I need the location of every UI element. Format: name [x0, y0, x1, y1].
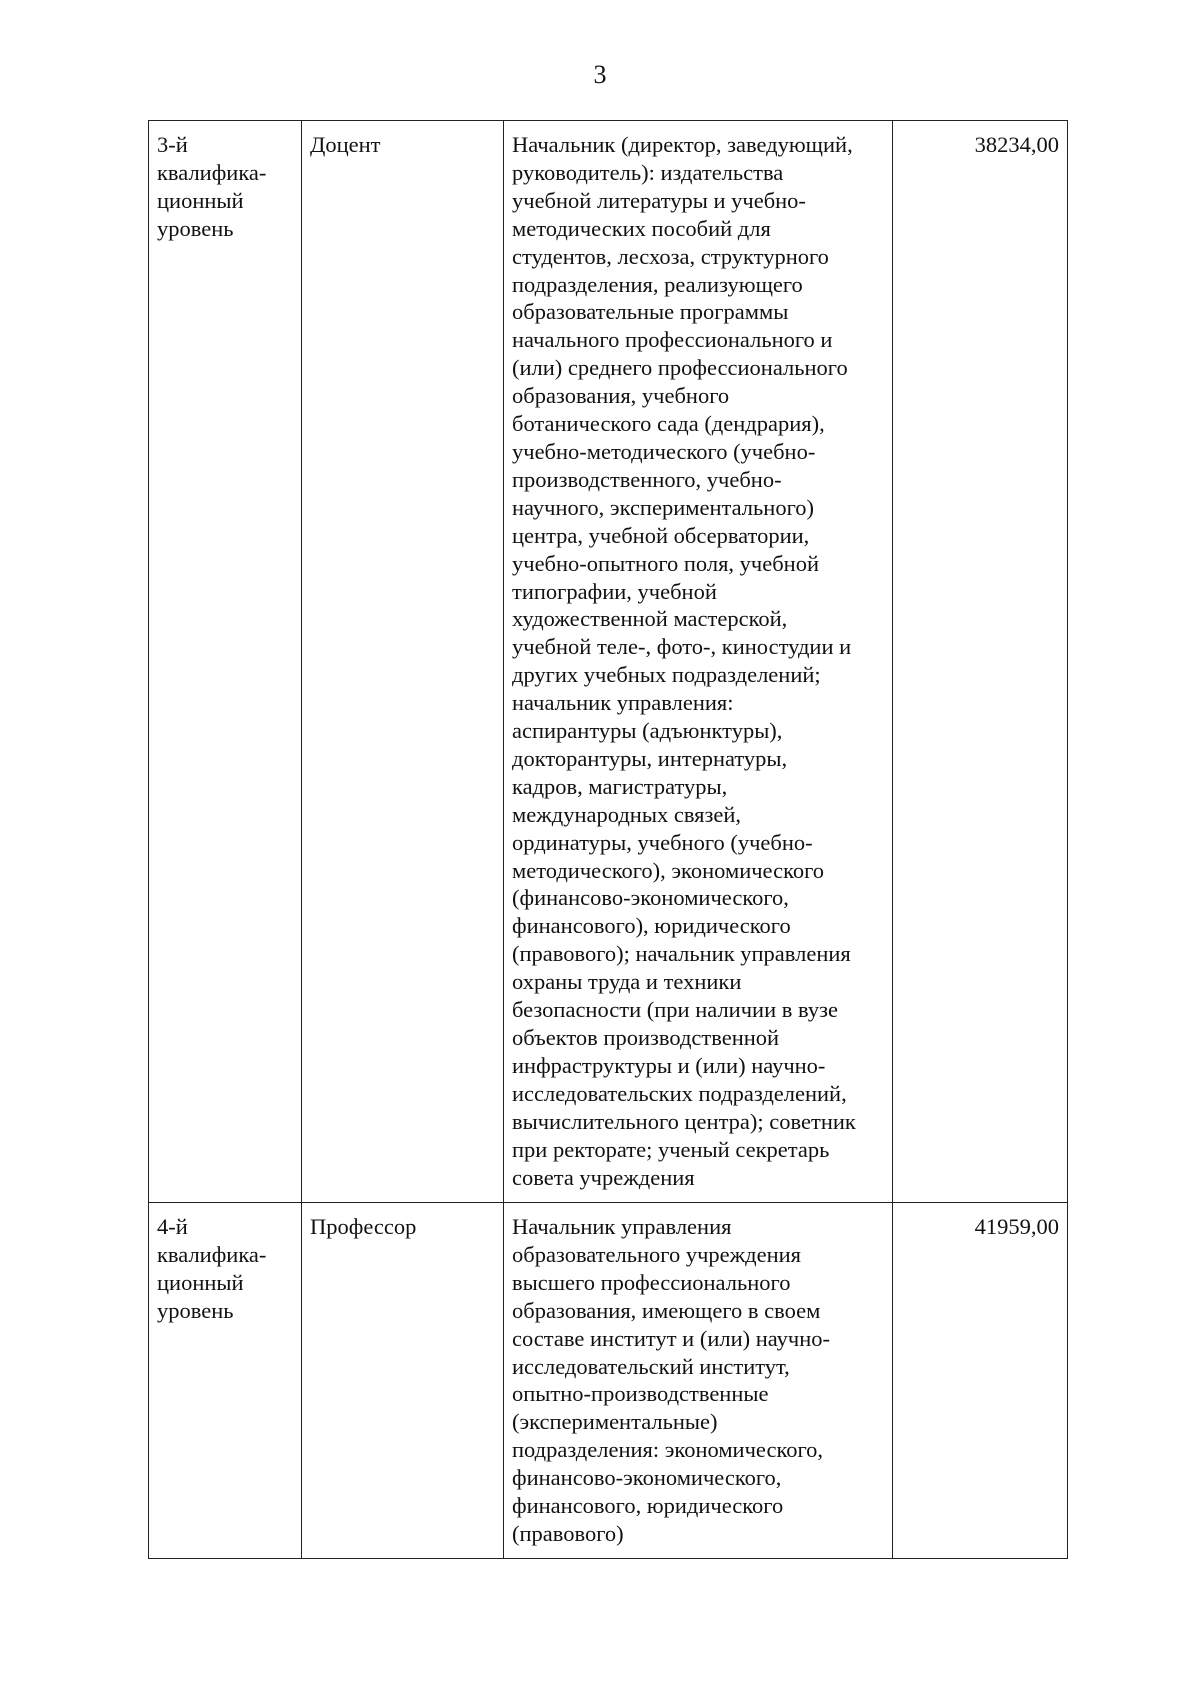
- salary-cell: [893, 1203, 1068, 1559]
- position-title: Профессор: [310, 1214, 417, 1239]
- qualification-level: 3-й квалифика- ционный уровень: [157, 132, 267, 241]
- position-title: Доцент: [310, 132, 381, 157]
- position-cell: [302, 121, 504, 1203]
- qualification-level-cell: [149, 1203, 302, 1559]
- page-number: 3: [593, 60, 607, 89]
- salary-value: 38234,00: [974, 132, 1059, 157]
- position-description: Начальник (директор, заведующий, руководитель): издательства учебной литературы и учебно- методических пособий для студентов, лесхоза, структурного подразделения, реализующего образовательные программы начального профессионального и (или) среднего профессионального образования, учебного ботанического сада (дендрария), учебно-методического (учебно- производственного, учебно- научного, экспериментального) центра, учебной обсерватории, учебно-опытного поля, учебной типографии, учебной художественной мастерской, учебной теле-, фото-, киностудии и других учебных подразделений; начальник управления: аспирантуры (адъюнктуры), докторантуры, интернатуры, кадров, магистратуры, международных связей, ординатуры, учебного (учебно- методического), экономического (финансово-экономического, финансового), юридического (правового); начальник управления охраны труда и техники безопасности (при наличии в вузе объектов производственной инфраструктуры и (или) научно- исследовательских подразделений, вычислительного центра); советник при ректорате; ученый секретарь совета учреждения: [512, 132, 856, 1190]
- description-cell: [504, 121, 893, 1203]
- salary-value: 41959,00: [974, 1214, 1059, 1239]
- qualification-level: 4-й квалифика- ционный уровень: [157, 1214, 267, 1323]
- salary-cell: [893, 121, 1068, 1203]
- table-row: [149, 121, 1068, 1203]
- position-cell: [302, 1203, 504, 1559]
- description-cell: [504, 1203, 893, 1559]
- table-row: [149, 1203, 1068, 1559]
- qualification-salary-table: [148, 120, 1068, 1559]
- position-description: Начальник управления образовательного учреждения высшего профессионального образования, имеющего в своем составе институт и (или) научно- исследовательский институт, опытно-производственные (экспериментальные) подразделения: экономического, финансово-экономического, финансового, юридического (правового): [512, 1214, 830, 1546]
- qualification-level-cell: [149, 121, 302, 1203]
